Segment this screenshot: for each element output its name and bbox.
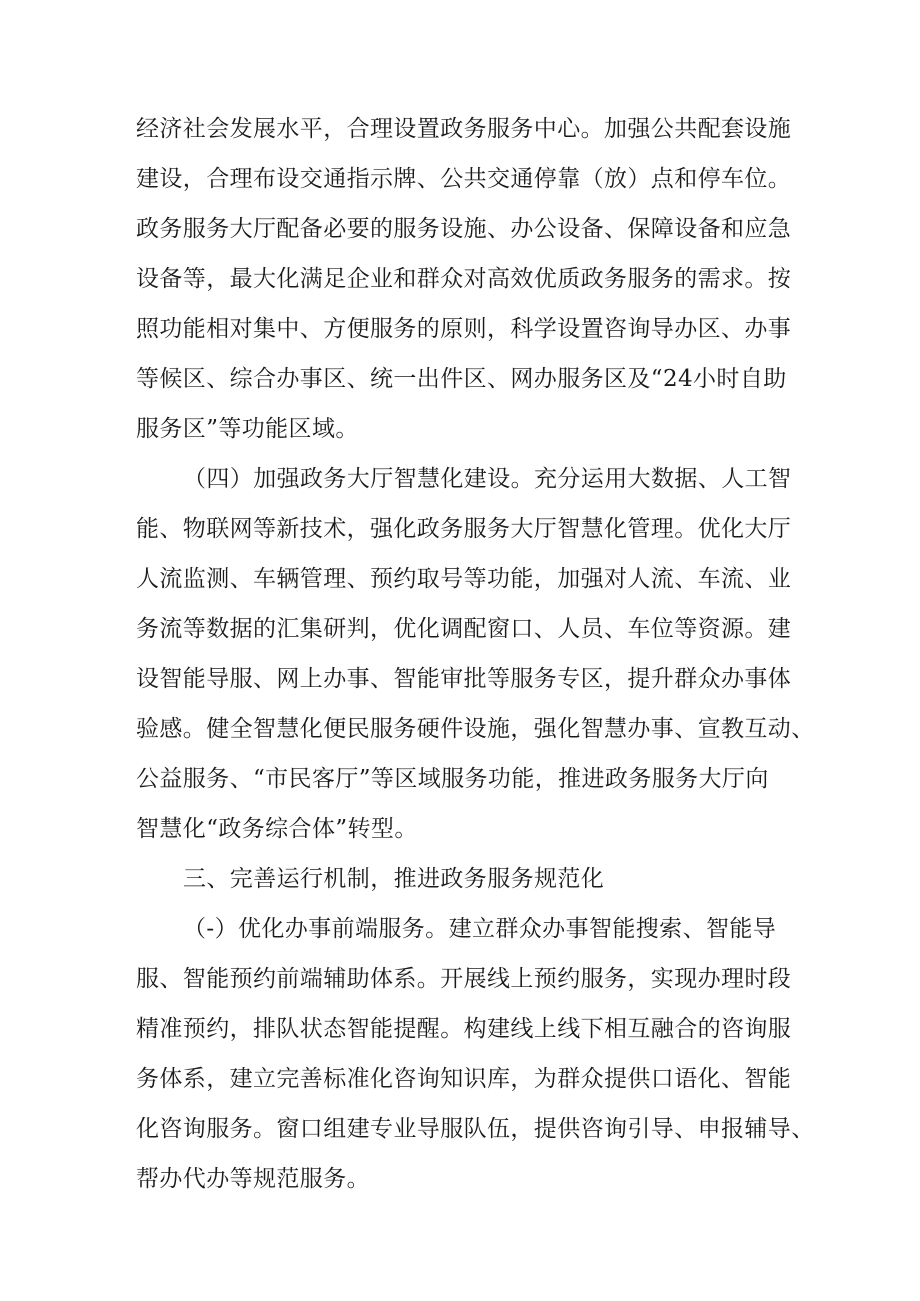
- body-line: 建设，合理布设交通指示牌、公共交通停靠（放）点和停车位。: [136, 166, 792, 192]
- body-line: 设备等，最大化满足企业和群众对高效优质政务服务的需求。按: [136, 266, 792, 292]
- body-line: 政务服务大厅配备必要的服务设施、办公设备、保障设备和应急: [136, 216, 792, 242]
- body-line: 能、物联网等新技术，强化政务服务大厅智慧化管理。优化大厅: [136, 516, 792, 542]
- body-line: 智慧化“政务综合体”转型。: [136, 816, 418, 842]
- body-line: 务流等数据的汇集研判，优化调配窗口、人员、车位等资源。建: [136, 616, 792, 642]
- section-heading-1: （-）优化办事前端服务。建立群众办事智能搜索、智能导: [183, 916, 777, 942]
- body-line: 精准预约，排队状态智能提醒。构建线上线下相互融合的咨询服: [136, 1016, 792, 1042]
- body-line: 服务区”等功能区域。: [136, 416, 359, 442]
- chapter-heading-3: 三、完善运行机制，推进政务服务规范化: [183, 866, 605, 892]
- body-line: 帮办代办等规范服务。: [136, 1166, 370, 1192]
- body-line: 等候区、综合办事区、统一出件区、网办服务区及“24小时自助: [136, 366, 787, 392]
- body-line: 经济社会发展水平，合理设置政务服务中心。加强公共配套设施: [136, 116, 792, 142]
- body-line: 务体系，建立完善标准化咨询知识库，为群众提供口语化、智能: [136, 1066, 792, 1092]
- body-line: 服、智能预约前端辅助体系。开展线上预约服务，实现办理时段: [136, 966, 792, 992]
- body-line: 设智能导服、网上办事、智能审批等服务专区，提升群众办事体: [136, 666, 792, 692]
- body-line: 人流监测、车辆管理、预约取号等功能，加强对人流、车流、业: [136, 566, 792, 592]
- body-line: 公益服务、“市民客厅”等区域服务功能，推进政务服务大厅向: [136, 766, 769, 792]
- body-line: 验感。健全智慧化便民服务硬件设施，强化智慧办事、宣教互动、: [136, 716, 815, 742]
- body-line: 化咨询服务。窗口组建专业导服队伍，提供咨询引导、申报辅导、: [136, 1116, 815, 1142]
- section-heading-4: （四）加强政务大厅智慧化建设。充分运用大数据、人工智: [183, 466, 792, 492]
- body-line: 照功能相对集中、方便服务的原则，科学设置咨询导办区、办事: [136, 316, 792, 342]
